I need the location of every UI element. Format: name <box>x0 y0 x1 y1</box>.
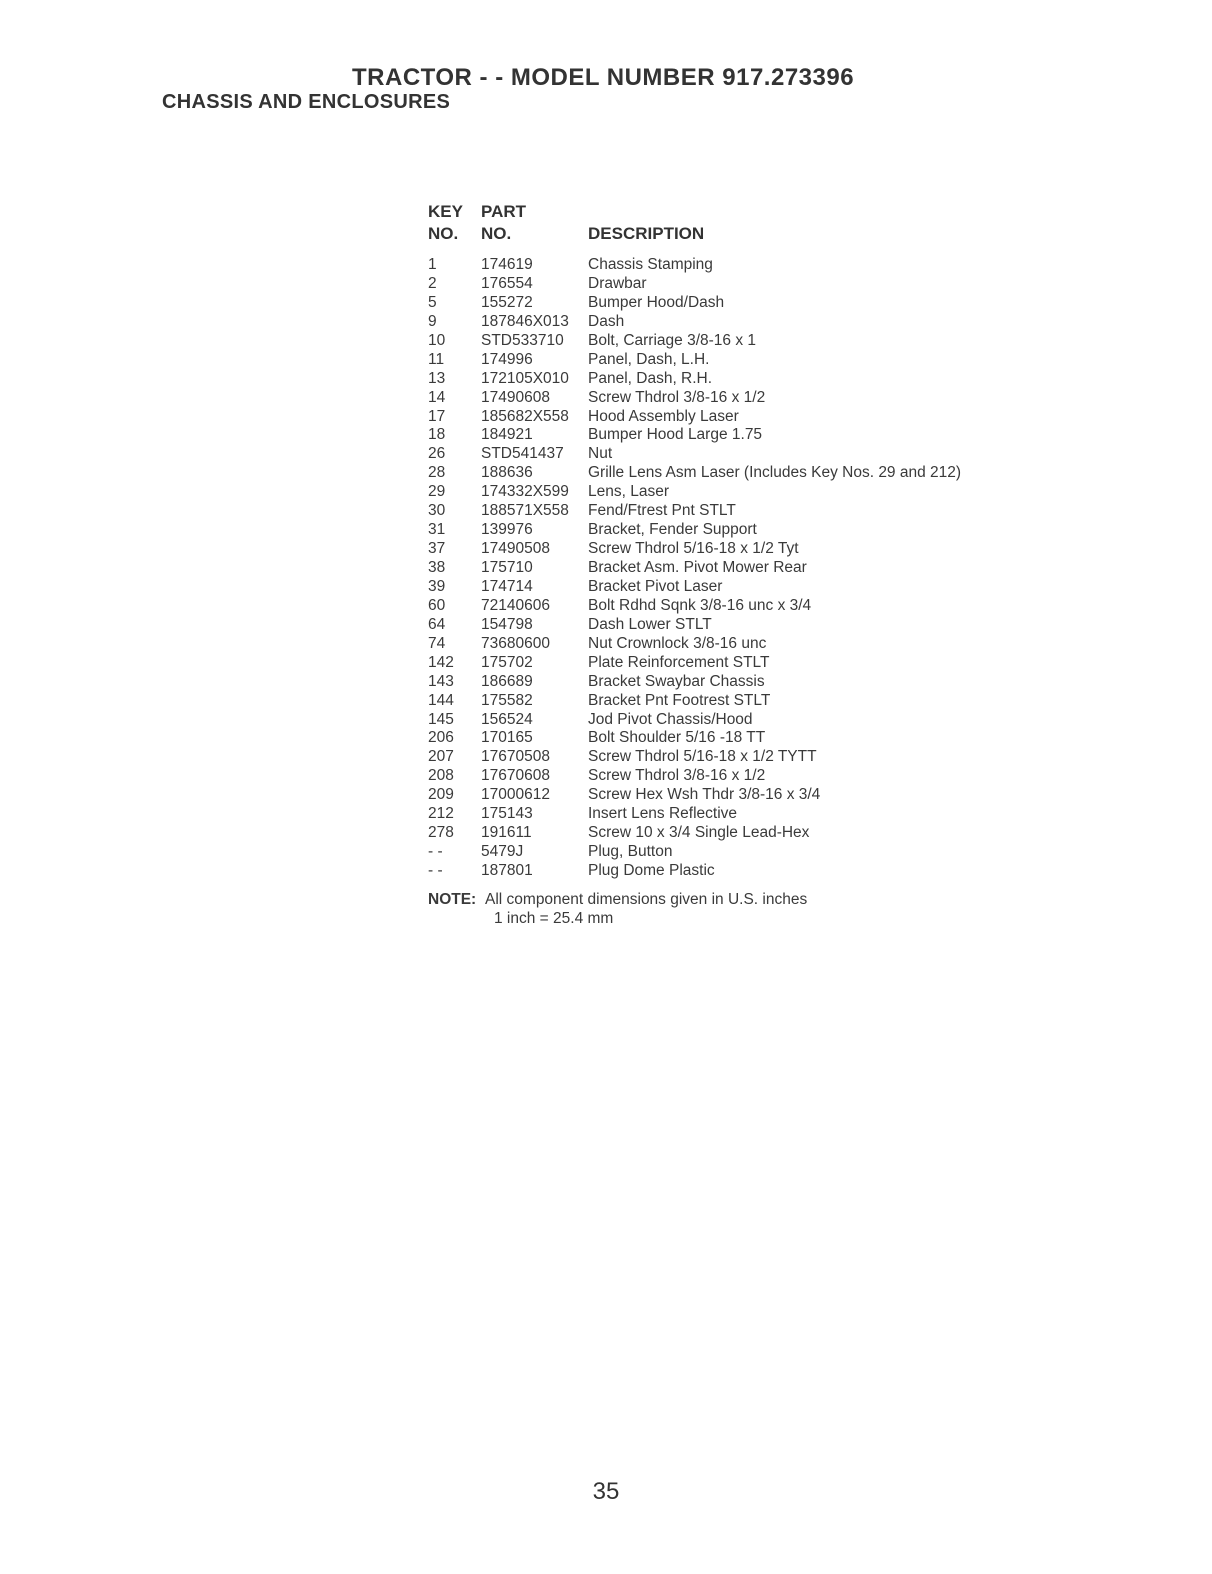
parts-list <box>428 256 1048 881</box>
table-row <box>428 521 1048 540</box>
key-number: 18 <box>428 426 446 444</box>
part-number: 174332X599 <box>481 483 569 501</box>
part-number: STD533710 <box>481 331 564 349</box>
parts-table <box>428 202 1048 931</box>
part-description: Plate Reinforcement STLT <box>588 653 770 671</box>
part-description: Bumper Hood Large 1.75 <box>588 426 763 444</box>
part-description: Lens, Laser <box>588 483 669 501</box>
part-description: Bracket Pnt Footrest STLT <box>588 691 771 709</box>
table-row <box>428 862 1048 881</box>
part-description: Dash Lower STLT <box>588 615 712 633</box>
table-row <box>428 426 1048 445</box>
key-number: 74 <box>428 634 446 652</box>
table-row <box>428 389 1048 408</box>
table-row <box>428 843 1048 862</box>
key-number: 31 <box>428 521 446 539</box>
part-description: Bolt, Carriage 3/8-16 x 1 <box>588 331 757 349</box>
table-row <box>428 275 1048 294</box>
part-description: Bracket Pivot Laser <box>588 577 723 595</box>
note-text: All component dimensions given in U.S. inches <box>485 890 808 908</box>
part-number: 176554 <box>481 274 533 292</box>
key-number: 208 <box>428 767 454 785</box>
part-number: 72140606 <box>481 596 550 614</box>
part-number: 175143 <box>481 805 533 823</box>
table-row <box>428 313 1048 332</box>
part-description: Bolt Shoulder 5/16 -18 TT <box>588 729 766 747</box>
part-description: Bracket Swaybar Chassis <box>588 672 765 690</box>
part-number: 156524 <box>481 710 533 728</box>
part-number: 191611 <box>481 824 532 842</box>
table-row <box>428 370 1048 389</box>
part-number: 174996 <box>481 350 533 368</box>
section-title: CHASSIS AND ENCLOSURES <box>162 91 451 113</box>
table-row <box>428 729 1048 748</box>
part-number: 17000612 <box>481 786 550 804</box>
table-row <box>428 445 1048 464</box>
note-conversion: 1 inch = 25.4 mm <box>494 909 614 927</box>
key-number: 144 <box>428 691 454 709</box>
key-number: 206 <box>428 729 454 747</box>
part-number: 139976 <box>481 521 533 539</box>
table-row <box>428 616 1048 635</box>
table-row <box>428 692 1048 711</box>
table-row <box>428 805 1048 824</box>
part-number: 187846X013 <box>481 312 569 330</box>
page-title: TRACTOR - - MODEL NUMBER 917.273396 <box>352 64 855 91</box>
key-number: 29 <box>428 483 446 501</box>
table-row <box>428 786 1048 805</box>
part-number: 154798 <box>481 615 533 633</box>
table-row <box>428 597 1048 616</box>
key-number: - - <box>428 862 443 879</box>
key-number: 26 <box>428 445 446 463</box>
header-key-no: NO. <box>428 224 459 243</box>
note-label: NOTE: <box>428 890 477 908</box>
key-number: 13 <box>428 369 446 387</box>
key-number: 212 <box>428 805 454 823</box>
key-number: 64 <box>428 615 446 633</box>
part-number: 17490608 <box>481 388 550 406</box>
part-number: 175582 <box>481 691 533 709</box>
part-description: Drawbar <box>588 274 647 292</box>
table-row <box>428 767 1048 786</box>
part-description: Screw 10 x 3/4 Single Lead-Hex <box>588 824 810 842</box>
key-number: 142 <box>428 653 454 671</box>
part-number: 175702 <box>481 653 533 671</box>
table-row <box>428 654 1048 673</box>
key-number: 209 <box>428 786 454 804</box>
table-row <box>428 351 1048 370</box>
table-header-row-2 <box>428 224 1048 246</box>
key-number: 37 <box>428 540 446 558</box>
table-row <box>428 502 1048 521</box>
part-description: Panel, Dash, L.H. <box>588 350 710 368</box>
part-description: Dash <box>588 312 625 330</box>
part-description: Screw Thdrol 3/8-16 x 1/2 <box>588 767 766 785</box>
table-row <box>428 824 1048 843</box>
table-row <box>428 332 1048 351</box>
part-number: 184921 <box>481 426 533 444</box>
header-key: KEY <box>428 202 463 221</box>
table-row <box>428 408 1048 427</box>
key-number: 10 <box>428 331 446 349</box>
part-description: Bolt Rdhd Sqnk 3/8-16 unc x 3/4 <box>588 596 812 614</box>
part-number: 185682X558 <box>481 407 569 425</box>
part-description: Screw Thdrol 5/16-18 x 1/2 TYTT <box>588 748 817 766</box>
part-description: Bracket Asm. Pivot Mower Rear <box>588 559 807 576</box>
key-number: 14 <box>428 388 446 406</box>
key-number: 278 <box>428 824 454 842</box>
key-number: 207 <box>428 748 454 766</box>
key-number: 30 <box>428 502 446 520</box>
part-number: 73680600 <box>481 634 550 652</box>
part-description: Plug, Button <box>588 843 673 861</box>
table-row <box>428 635 1048 654</box>
part-number: 174714 <box>481 577 533 595</box>
part-description: Jod Pivot Chassis/Hood <box>588 710 753 728</box>
part-number: 155272 <box>481 293 533 311</box>
part-description: Panel, Dash, R.H. <box>588 369 713 387</box>
part-description: Hood Assembly Laser <box>588 407 739 425</box>
table-header-row-1 <box>428 202 1048 224</box>
table-row <box>428 748 1048 767</box>
key-number: 143 <box>428 672 454 690</box>
part-description: Nut <box>588 445 613 463</box>
table-row <box>428 294 1048 313</box>
part-number: 170165 <box>481 729 533 747</box>
table-row <box>428 464 1048 483</box>
part-description: Fend/Ftrest Pnt STLT <box>588 502 736 520</box>
part-description: Screw Thdrol 3/8-16 x 1/2 <box>588 388 766 406</box>
header-part-no: NO. <box>481 224 512 243</box>
note <box>428 891 1048 931</box>
part-number: 174619 <box>481 256 533 273</box>
table-row <box>428 673 1048 692</box>
page-number: 35 <box>592 1478 620 1505</box>
part-number: 186689 <box>481 672 533 690</box>
part-number: 175710 <box>481 559 533 576</box>
part-description: Bumper Hood/Dash <box>588 293 725 311</box>
key-number: 1 <box>428 256 437 273</box>
table-row <box>428 256 1048 275</box>
table-row <box>428 578 1048 597</box>
part-number: 17670608 <box>481 767 550 785</box>
key-number: 5 <box>428 293 437 311</box>
part-number: 17670508 <box>481 748 550 766</box>
part-number: 5479J <box>481 843 524 861</box>
part-description: Nut Crownlock 3/8-16 unc <box>588 634 767 652</box>
part-number: 187801 <box>481 862 533 879</box>
key-number: 17 <box>428 407 446 425</box>
part-number: 172105X010 <box>481 369 569 387</box>
key-number: 60 <box>428 596 446 614</box>
key-number: - - <box>428 843 443 861</box>
part-number: STD541437 <box>481 445 564 463</box>
table-row <box>428 559 1048 578</box>
key-number: 39 <box>428 577 446 595</box>
part-description: Bracket, Fender Support <box>588 521 757 539</box>
key-number: 38 <box>428 559 446 576</box>
part-description: Screw Thdrol 5/16-18 x 1/2 Tyt <box>588 540 799 558</box>
part-description: Screw Hex Wsh Thdr 3/8-16 x 3/4 <box>588 786 821 804</box>
part-number: 188571X558 <box>481 502 569 520</box>
table-row <box>428 483 1048 502</box>
part-description: Grille Lens Asm Laser (Includes Key Nos. 29 and 212) <box>588 464 962 482</box>
part-number: 188636 <box>481 464 533 482</box>
header-part: PART <box>481 202 527 221</box>
part-number: 17490508 <box>481 540 550 558</box>
part-description: Plug Dome Plastic <box>588 862 715 879</box>
key-number: 2 <box>428 274 437 292</box>
key-number: 145 <box>428 710 454 728</box>
key-number: 11 <box>428 350 445 368</box>
key-number: 9 <box>428 312 437 330</box>
table-row <box>428 540 1048 559</box>
part-description: Insert Lens Reflective <box>588 805 738 823</box>
table-row <box>428 711 1048 730</box>
part-description: Chassis Stamping <box>588 256 713 273</box>
header-description: DESCRIPTION <box>588 224 705 243</box>
key-number: 28 <box>428 464 446 482</box>
